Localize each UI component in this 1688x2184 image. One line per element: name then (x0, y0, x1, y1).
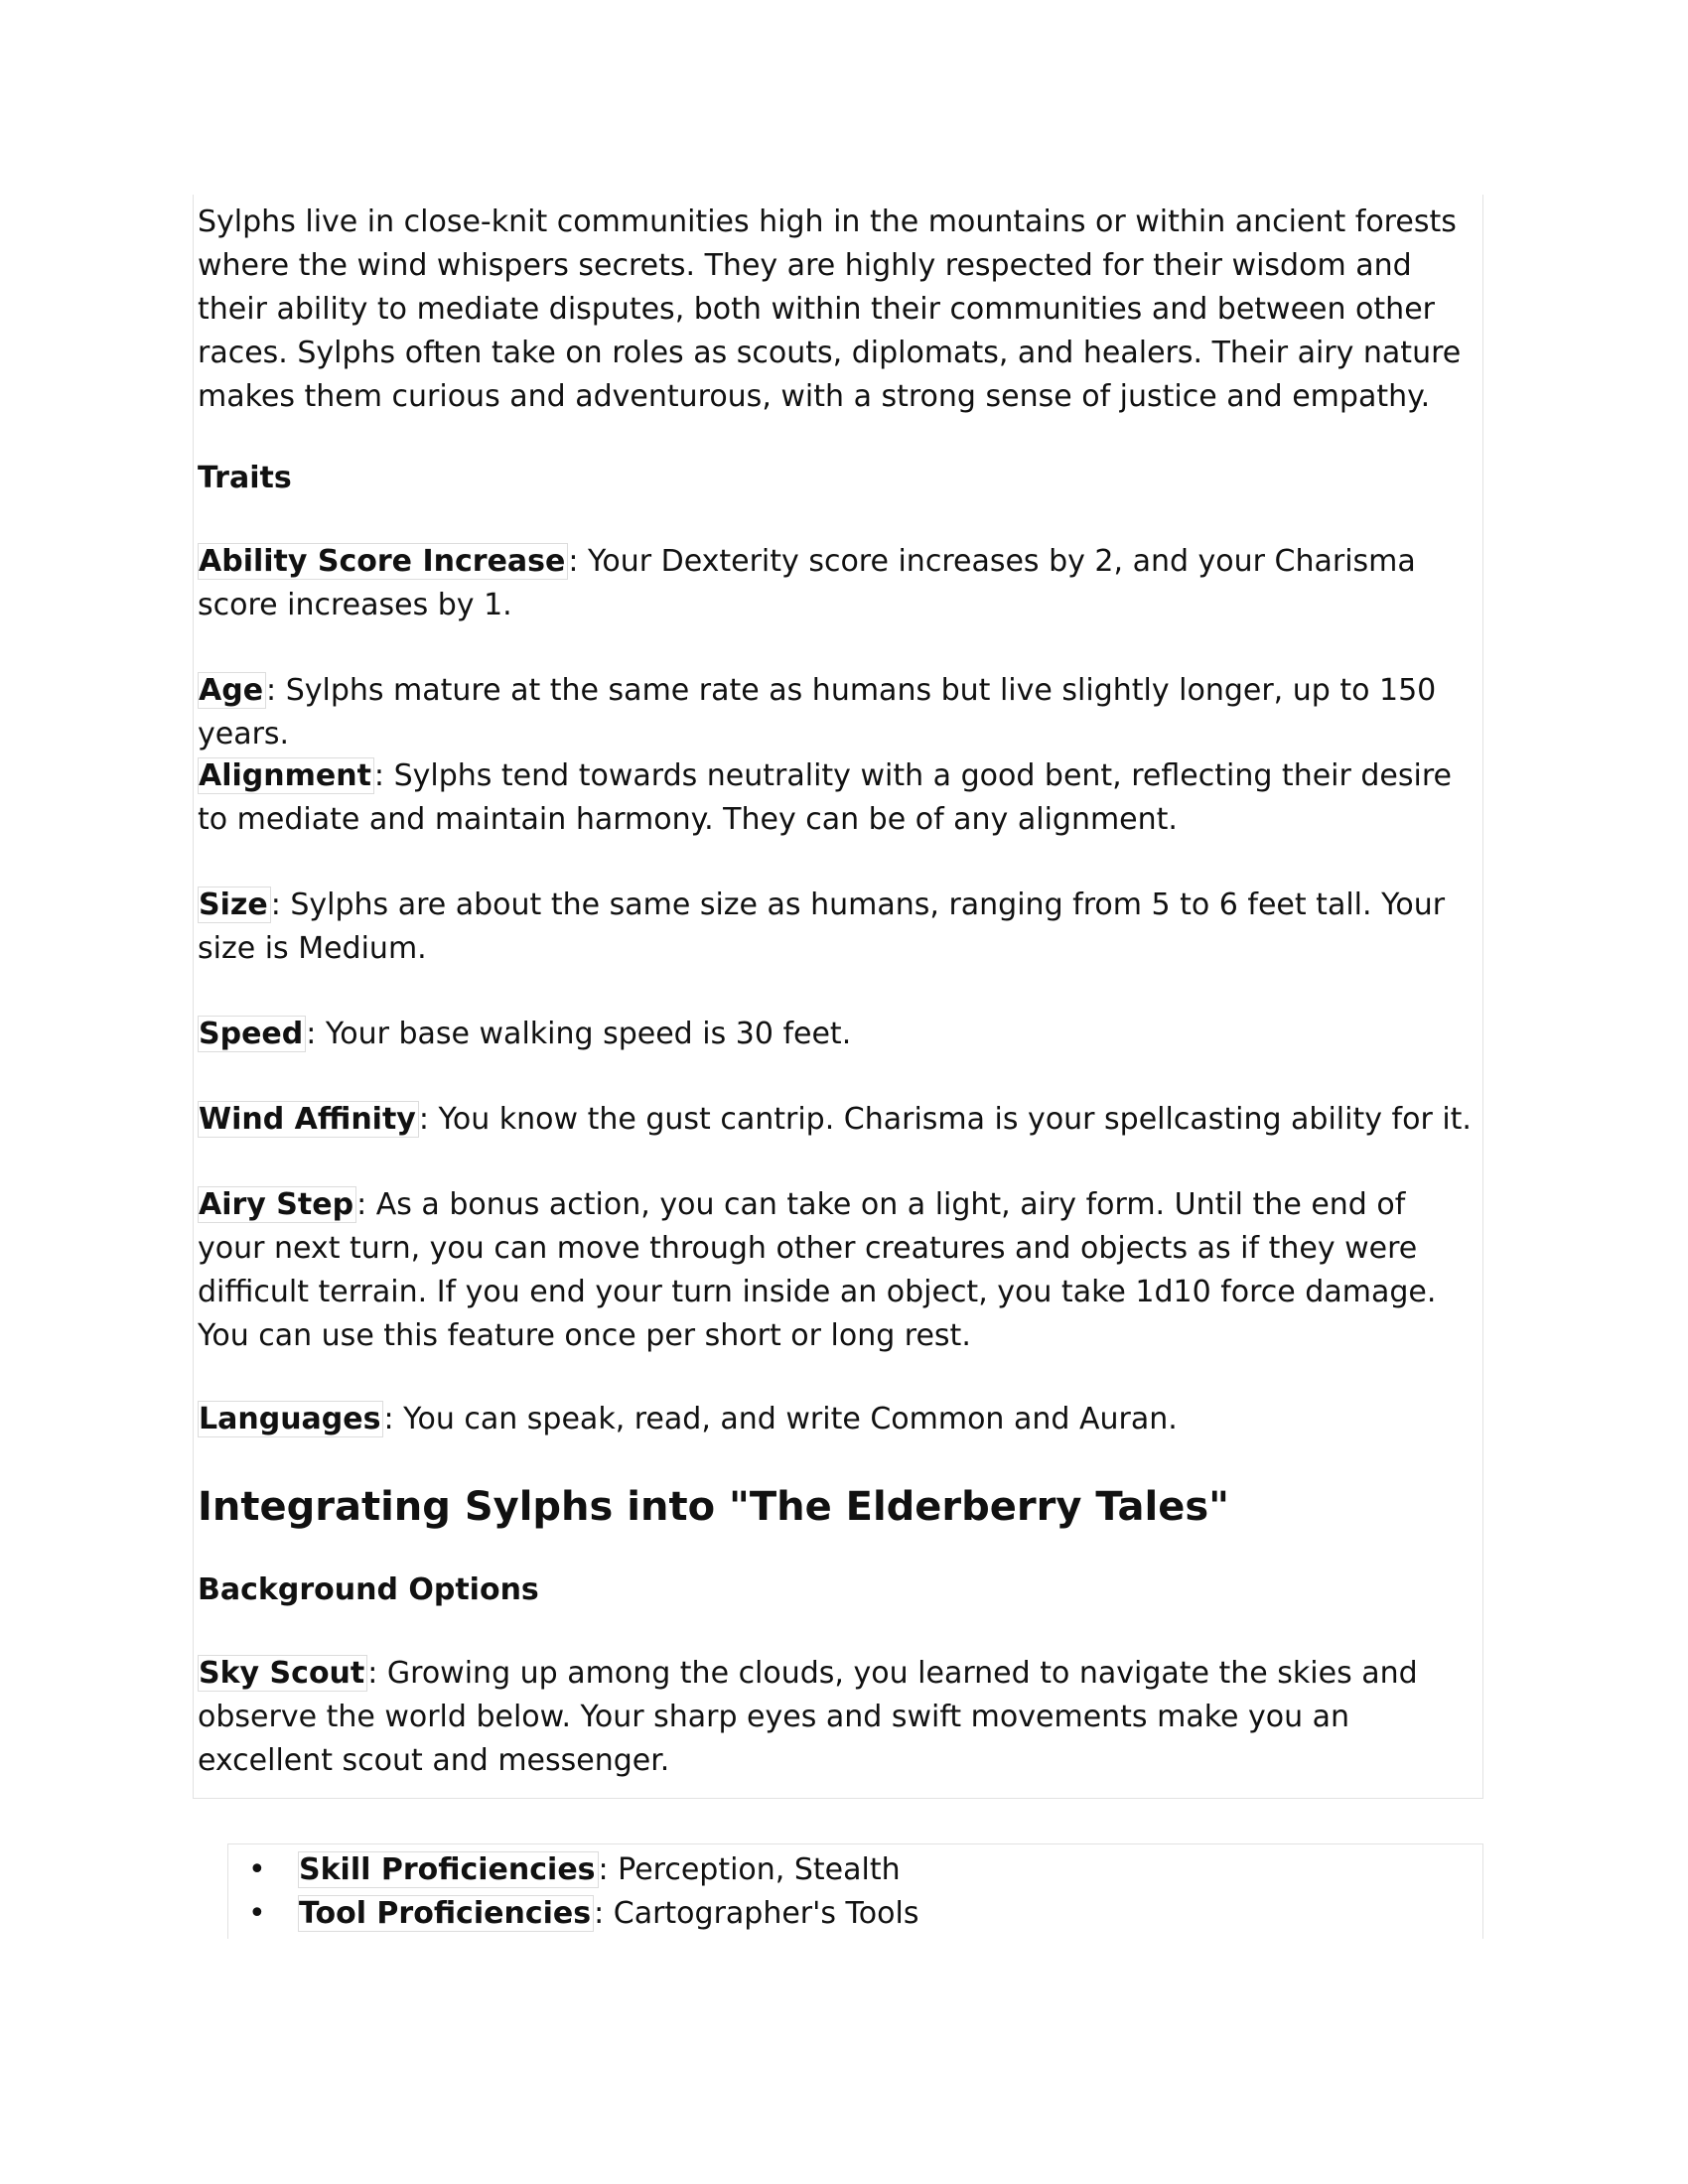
trait-text: : You can speak, read, and write Common and Auran. (383, 1402, 1178, 1436)
trait-term: Ability Score Increase (198, 543, 568, 580)
section-heading: Integrating Sylphs into "The Elderberry Tales" (198, 1484, 1229, 1530)
proficiency-list (227, 1843, 1483, 1939)
trait-age (198, 669, 1474, 756)
trait-languages (198, 1398, 1474, 1441)
trait-wind-affinity (198, 1098, 1474, 1142)
traits-heading: Traits (198, 461, 292, 495)
trait-term: Languages (198, 1401, 383, 1437)
proficiency-text: : Perception, Stealth (598, 1852, 901, 1887)
trait-text: : Sylphs are about the same size as humans, ranging from 5 to 6 feet tall. Your size is Medium. (198, 887, 1446, 966)
trait-alignment (198, 754, 1474, 842)
trait-speed (198, 1013, 1474, 1056)
trait-size (198, 884, 1474, 971)
trait-term: Size (198, 887, 271, 923)
trait-term: Age (198, 672, 266, 709)
background-sky-scout (198, 1652, 1474, 1783)
background-options-heading: Background Options (198, 1572, 539, 1607)
trait-text: : Sylphs tend towards neutrality with a good bent, reflecting their desire to mediate and maintain harmony. They can be of any alignment. (198, 758, 1452, 837)
trait-text: : Your base walking speed is 30 feet. (306, 1017, 852, 1051)
trait-text: : Sylphs mature at the same rate as humans but live slightly longer, up to 150 years. (198, 673, 1437, 751)
trait-airy-step (198, 1183, 1474, 1358)
proficiency-text: : Cartographer's Tools (594, 1896, 919, 1931)
trait-term: Airy Step (198, 1186, 356, 1223)
trait-ability-score (198, 540, 1474, 627)
main-content (193, 195, 1483, 1799)
background-term: Sky Scout (198, 1655, 367, 1692)
trait-text: : Your Dexterity score increases by 2, and your Charisma score increases by 1. (198, 544, 1416, 622)
intro-paragraph: Sylphs live in close-knit communities high in the mountains or within ancient forests where the wind whispers secrets. They are highly respected for their wisdom and their ability to mediate disputes, both within their communities and between other races. Sylphs often take on roles as scouts, diplomats, and healers. Their airy nature makes them curious and adventurous, with a strong sense of justice and empathy. (198, 205, 1462, 414)
trait-text: : As a bonus action, you can take on a light, airy form. Until the end of your next turn, you can move through other creatures and objects as if they were difficult terrain. If you end your turn inside an object, you take 1d10 force damage. You can use this feature once per short or long rest. (198, 1187, 1437, 1353)
proficiency-term: Skill Proficiencies (298, 1851, 599, 1888)
trait-text: : You know the gust cantrip. Charisma is your spellcasting ability for it. (418, 1102, 1472, 1137)
trait-term: Wind Affinity (198, 1101, 419, 1138)
bullet-icon: • (248, 1896, 266, 1931)
proficiency-term: Tool Proficiencies (298, 1895, 594, 1932)
trait-term: Alignment (198, 757, 374, 794)
background-text: : Growing up among the clouds, you learned to navigate the skies and observe the world below. Your sharp eyes and swift movements make you an excellent scout and messenger. (198, 1656, 1418, 1778)
bullet-icon: • (248, 1852, 266, 1887)
trait-term: Speed (198, 1016, 306, 1052)
